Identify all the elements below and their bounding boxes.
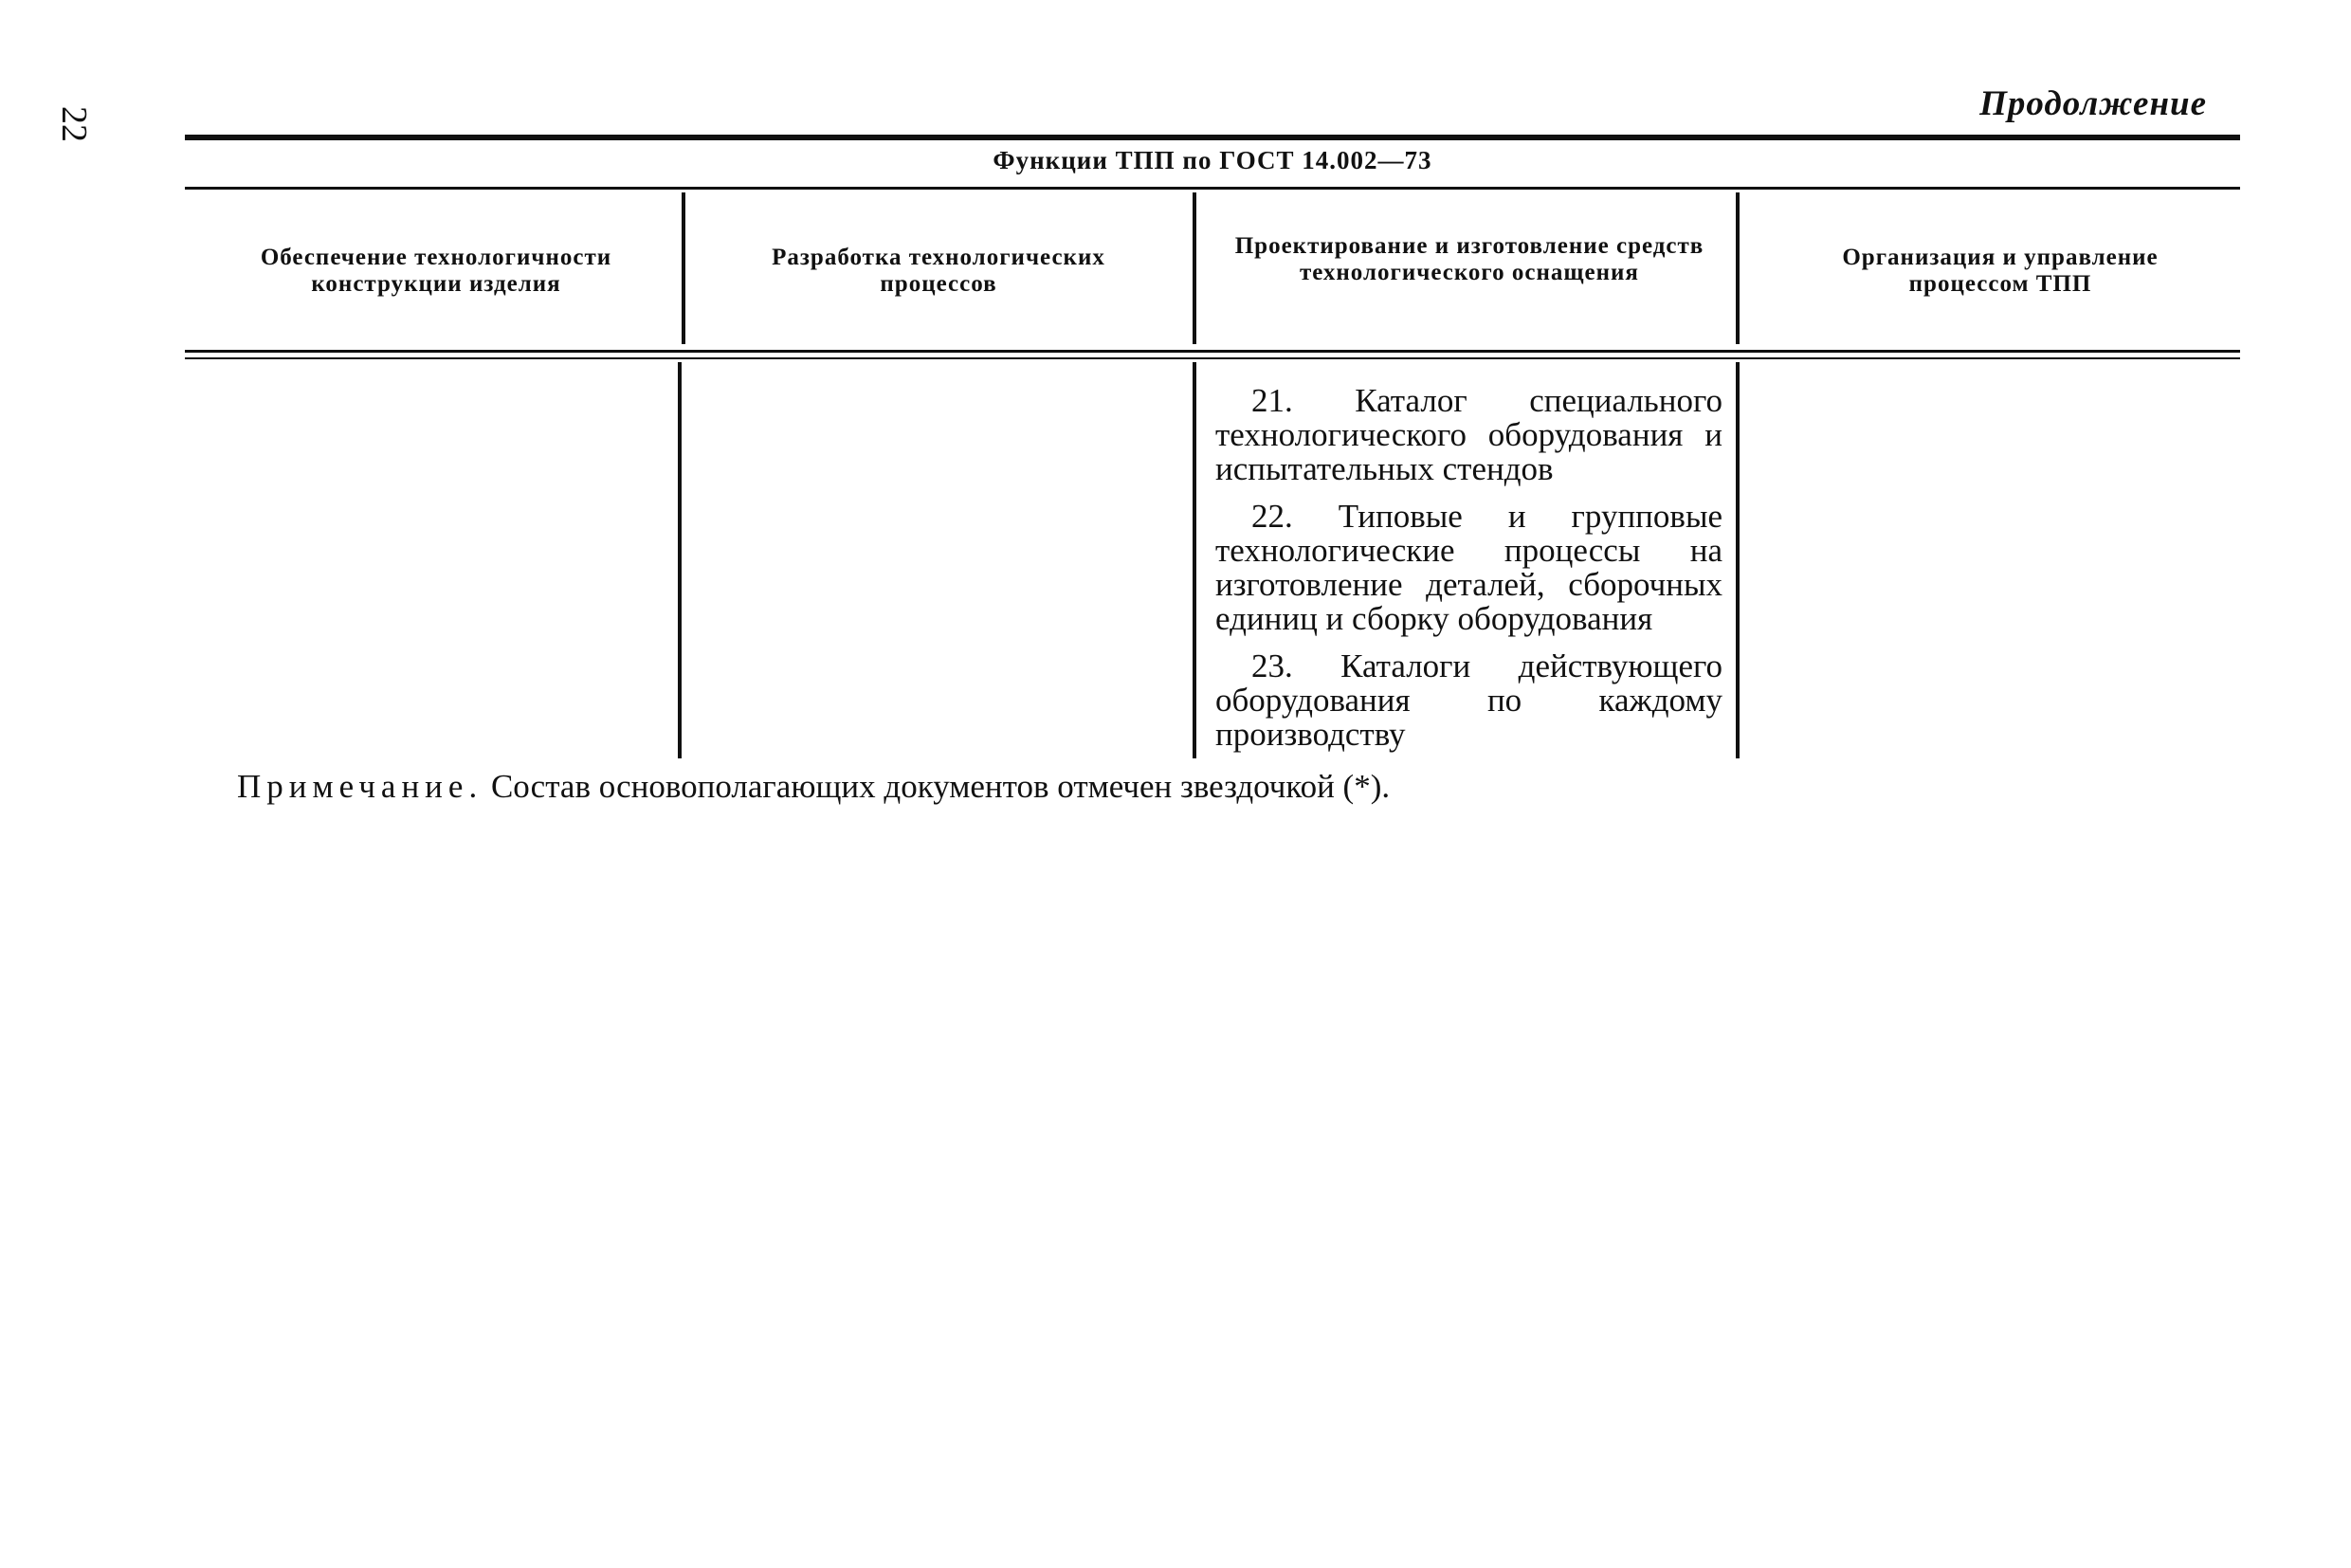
table-note (237, 768, 1390, 806)
table-top-rule (185, 135, 2240, 140)
continuation-label: Продолжение (1979, 84, 2207, 123)
header-bottom-rule (185, 350, 2240, 353)
header-divider-3 (1736, 192, 1740, 344)
table-title-rule (185, 187, 2240, 190)
body-divider-3 (1736, 362, 1740, 758)
table-title: Функции ТПП по ГОСТ 14.002—73 (993, 146, 1432, 174)
column-header-2: Разработка технологических процессов (772, 245, 1105, 297)
column-3-body (1215, 384, 1722, 765)
list-item: 21. Каталог специального технологического оборудования и испытательных стендов (1215, 382, 1722, 487)
column-header-3: Проектирование и изготовление средств технологического оснащения (1234, 233, 1704, 285)
list-item: 23. Каталоги действующего оборудования по каждому производству (1215, 647, 1722, 753)
header-divider-1 (682, 192, 685, 344)
header-divider-2 (1193, 192, 1196, 344)
list-item: 22. Типовые и групповые технологические процессы на изготовление деталей, сборочных единиц и сборку оборудования (1215, 498, 1722, 637)
page-number: 22 (54, 106, 94, 142)
column-header-4: Организация и управление процессом ТПП (1842, 245, 2159, 297)
note-text: Состав основополагающих документов отмечен звездочкой (*). (483, 768, 1391, 805)
body-divider-1 (678, 362, 682, 758)
header-bottom-rule-thin (185, 357, 2240, 359)
note-lead: Примечание. (237, 768, 483, 805)
column-header-1: Обеспечение технологичности конструкции изделия (260, 245, 612, 297)
body-divider-2 (1193, 362, 1196, 758)
